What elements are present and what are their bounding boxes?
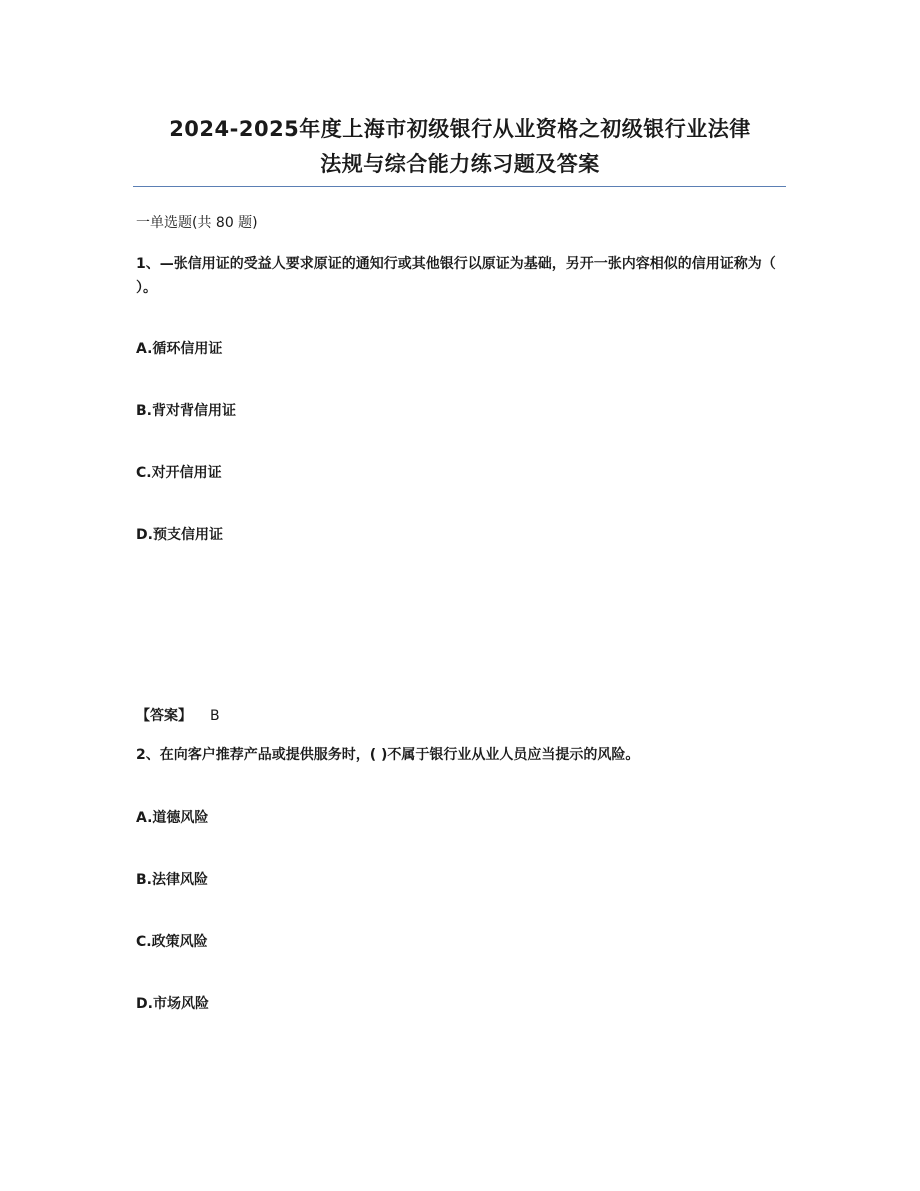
question-2-stem: 2、在向客户推荐产品或提供服务时，( )不属于银行业从业人员应当提示的风险。 — [136, 747, 640, 763]
answer-value: B — [210, 708, 220, 724]
question-2-option-d: D.市场风险 — [136, 996, 209, 1012]
question-2-option-b: B.法律风险 — [136, 872, 208, 888]
question-1-option-b: B.背对背信用证 — [136, 403, 236, 419]
question-2-option-a: A.道德风险 — [136, 810, 209, 826]
section-heading: 一单选题(共 80 题) — [136, 215, 258, 231]
question-2-option-c: C.政策风险 — [136, 934, 208, 950]
document-title — [120, 112, 800, 182]
question-1-answer — [136, 709, 220, 723]
question-1-stem: 1、—张信用证的受益人要求原证的通知行或其他银行以原证为基础，另开一张内容相似的信用证称为（ ）。 — [136, 256, 776, 296]
question-1-option-c: C.对开信用证 — [136, 465, 222, 481]
title-line-1: 2024-2025年度上海市初级银行从业资格之初级银行业法律 — [169, 117, 751, 141]
answer-label: 【答案】 — [136, 708, 192, 724]
title-line-2: 法规与综合能力练习题及答案 — [320, 152, 600, 176]
question-1-option-d: D.预支信用证 — [136, 527, 223, 543]
question-1-option-a: A.循环信用证 — [136, 341, 223, 357]
title-divider — [133, 186, 786, 187]
